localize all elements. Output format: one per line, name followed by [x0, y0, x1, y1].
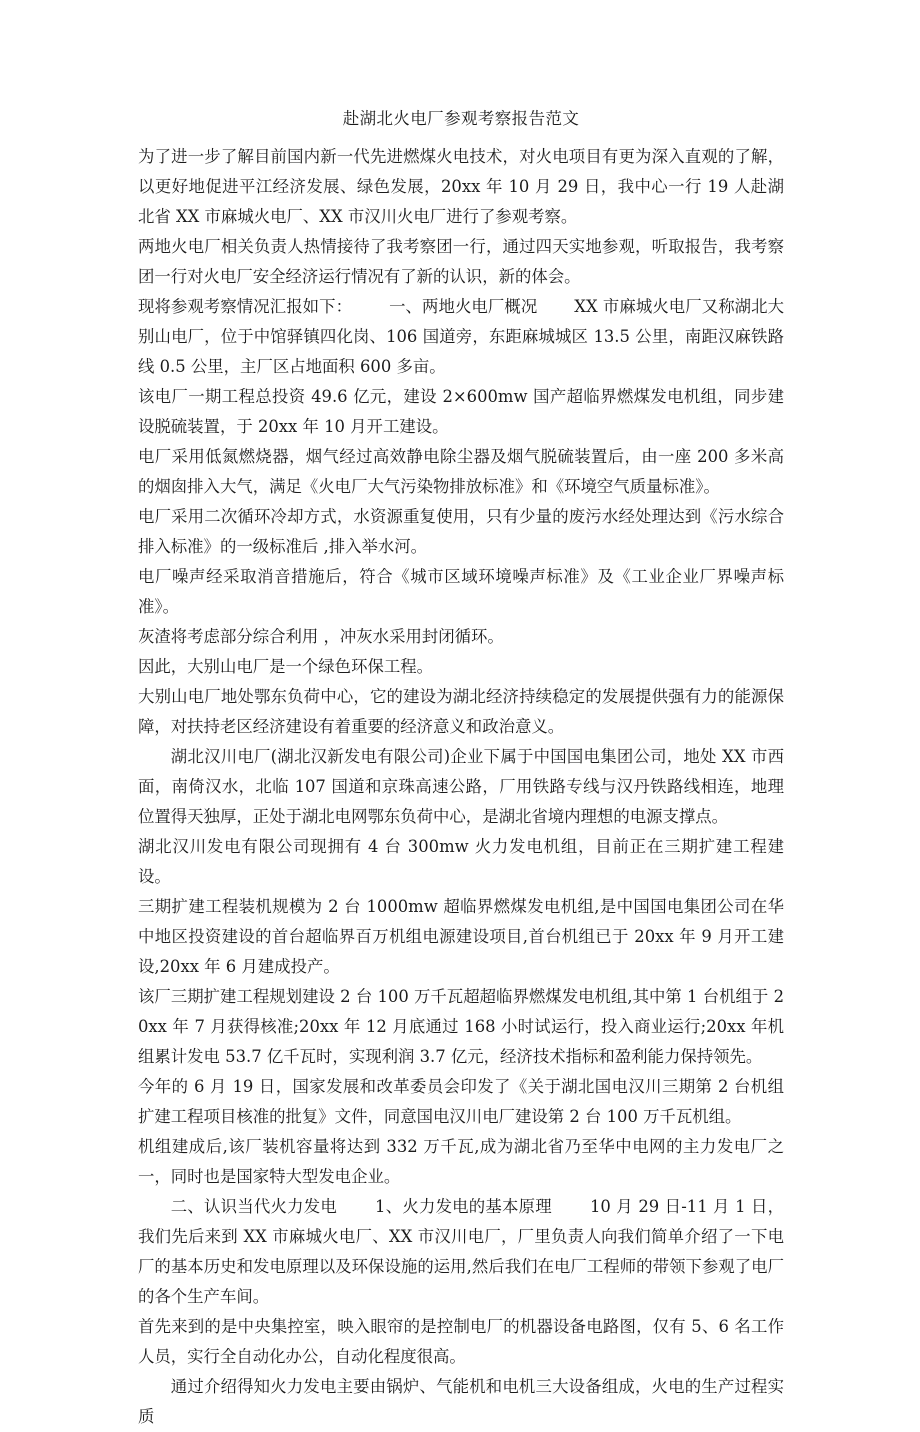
- paragraph: 现将参观考察情况汇报如下： 一、两地火电厂概况 XX 市麻城火电厂又称湖北大别山电厂，位于中馆驿镇四化岗、106 国道旁，东距麻城城区 13.5 公里，南距汉麻铁路线 0.5 公里，主厂区占地面积 600 多亩。: [138, 297, 784, 376]
- paragraph: 湖北汉川电厂(湖北汉新发电有限公司)企业下属于中国国电集团公司，地处 XX 市西面，南倚汉水，北临 107 国道和京珠高速公路，厂用铁路专线与汉丹铁路线相连，地理位置得天独厚，正处于湖北电网鄂东负荷中心，是湖北省境内理想的电源支撑点。: [138, 747, 784, 826]
- paragraph: 为了进一步了解目前国内新一代先进燃煤火电技术，对火电项目有更为深入直观的了解，以更好地促进平江经济发展、绿色发展，20xx 年 10 月 29 日，我中心一行 19 人赴湖北省 XX 市麻城火电厂、XX 市汉川火电厂进行了参观考察。: [138, 147, 784, 226]
- paragraph: 三期扩建工程装机规模为 2 台 1000mw 超临界燃煤发电机组,是中国国电集团公司在华中地区投资建设的首台超临界百万机组电源建设项目,首台机组已于 20xx 年 9 月开工建设,20xx 年 6 月建成投产。: [138, 897, 784, 976]
- paragraph: 通过介绍得知火力发电主要由锅炉、气能机和电机三大设备组成，火电的生产过程实质: [138, 1377, 784, 1426]
- paragraph: 今年的 6 月 19 日，国家发展和改革委员会印发了《关于湖北国电汉川三期第 2 台机组扩建工程项目核准的批复》文件，同意国电汉川电厂建设第 2 台 100 万千瓦机组。: [138, 1077, 784, 1126]
- paragraph: 该电厂一期工程总投资 49.6 亿元，建设 2×600mw 国产超临界燃煤发电机组，同步建设脱硫装置，于 20xx 年 10 月开工建设。: [138, 387, 784, 436]
- paragraph: 大别山电厂地处鄂东负荷中心，它的建设为湖北经济持续稳定的发展提供强有力的能源保障，对扶持老区经济建设有着重要的经济意义和政治意义。: [138, 687, 784, 736]
- document-body: [138, 104, 784, 1432]
- paragraph: 二、认识当代火力发电 1、火力发电的基本原理 10 月 29 日-11 月 1 日，我们先后来到 XX 市麻城火电厂、XX 市汉川电厂，厂里负责人向我们简单介绍了一下电厂的基本历史和发电原理以及环保设施的运用,然后我们在电厂工程师的带领下参观了电厂的各个生产车间。: [138, 1197, 784, 1306]
- paragraph: 灰渣将考虑部分综合利用 ，冲灰水采用封闭循环。: [138, 627, 504, 646]
- paragraph: 电厂采用二次循环冷却方式，水资源重复使用，只有少量的废污水经处理达到《污水综合排入标准》的一级标准后 ,排入举水河。: [138, 507, 784, 556]
- paragraph: 电厂噪声经采取消音措施后，符合《城市区域环境噪声标准》及《工业企业厂界噪声标准》。: [138, 567, 784, 616]
- paragraph: 两地火电厂相关负责人热情接待了我考察团一行，通过四天实地参观，听取报告，我考察团一行对火电厂安全经济运行情况有了新的认识，新的体会。: [138, 237, 784, 286]
- paragraph: 因此，大别山电厂是一个绿色环保工程。: [138, 657, 434, 676]
- paragraph: 电厂采用低氮燃烧器，烟气经过高效静电除尘器及烟气脱硫装置后，由一座 200 多米高的烟囱排入大气，满足《火电厂大气污染物排放标准》和《环境空气质量标准》。: [138, 447, 784, 496]
- paragraph: 首先来到的是中央集控室，映入眼帘的是控制电厂的机器设备电路图，仅有 5、6 名工作人员，实行全自动化办公，自动化程度很高。: [138, 1317, 784, 1366]
- page-title: 赴湖北火电厂参观考察报告范文: [342, 109, 580, 128]
- paragraph: 湖北汉川发电有限公司现拥有 4 台 300mw 火力发电机组，目前正在三期扩建工程建设。: [138, 837, 784, 886]
- paragraph: 机组建成后,该厂装机容量将达到 332 万千瓦,成为湖北省乃至华中电网的主力发电厂之一，同时也是国家特大型发电企业。: [138, 1137, 784, 1186]
- paragraph: 该厂三期扩建工程规划建设 2 台 100 万千瓦超超临界燃煤发电机组,其中第 1 台机组于 20xx 年 7 月获得核准;20xx 年 12 月底通过 168 小时试运行，投入商业运行;20xx 年机组累计发电 53.7 亿千瓦时，实现利润 3.7 亿元，经济技术指标和盈利能力保持领先。: [138, 987, 784, 1066]
